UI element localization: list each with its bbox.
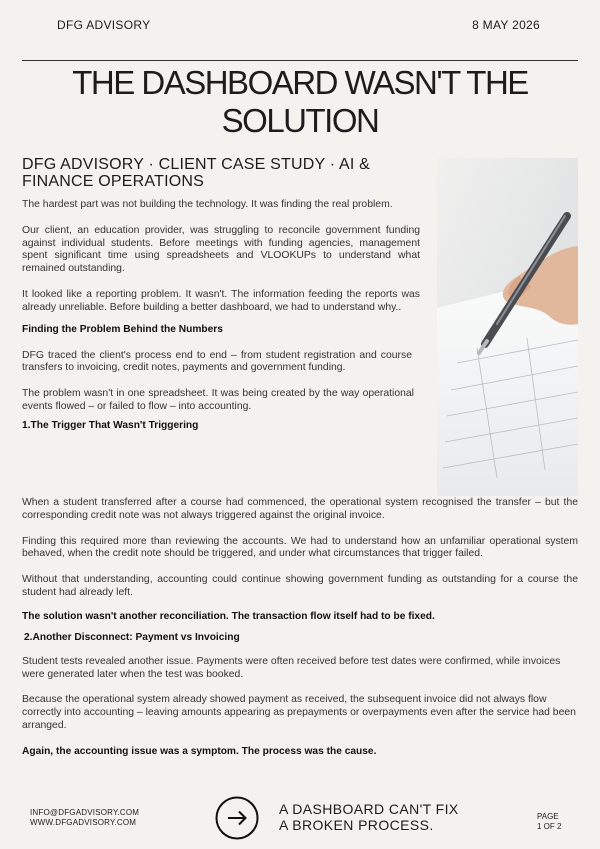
section-heading-trigger: 1.The Trigger That Wasn't Triggering [22, 419, 199, 431]
because-paragraph: Because the operational system already showed payment as received, the subsequent invoice did not always flow correctly into accounting – leaving amounts appearing as prepayments or overpayments even after the service had been arranged. [22, 694, 576, 731]
page-label: PAGE [537, 812, 559, 821]
header-org: DFG ADVISORY [57, 18, 151, 32]
pen-writing-photo [437, 158, 578, 496]
solution-statement: The solution wasn't another reconciliation. The transaction flow itself had to be fixed. [22, 610, 435, 622]
intro-paragraph-1: The hardest part was not building the technology. It was finding the real problem. [22, 199, 393, 210]
intro-paragraph-2: Our client, an education provider, was struggling to reconcile government funding against individual students. Before meetings with funding agencies, management spent significant time using spreadsheets and VLOOKUPs to understand what remained outstanding. [22, 224, 420, 275]
footer-tagline-line-2: A BROKEN PROCESS. [279, 817, 434, 833]
footer-email[interactable]: INFO@DFGADVISORY.COM [30, 808, 140, 817]
footer-website[interactable]: WWW.DFGADVISORY.COM [30, 818, 137, 827]
intro-paragraph-3: It looked like a reporting problem. It wasn't. The information feeding the reports was already unreliable. Before building a better dashboard, we had to understand why.. [22, 288, 420, 313]
trace-paragraph: DFG traced the client's process end to end – from student registration and course transfers to invoicing, credit notes, payments and government funding. [22, 349, 412, 374]
header-rule [22, 60, 578, 61]
transfer-paragraph: When a student transferred after a course had commenced, the operational system recognised the transfer – but the corresponding credit note was not always triggered against the original invoice. [22, 497, 578, 521]
without-paragraph: Without that understanding, accounting could continue showing government funding as outstanding for a course the student had already left. [22, 574, 578, 598]
conclusion-statement: Again, the accounting issue was a symptom. The process was the cause. [22, 745, 377, 757]
page-title: THE DASHBOARD WASN'T THE SOLUTION [72, 64, 528, 139]
section-heading-payment: 2.Another Disconnect: Payment vs Invoicing [24, 631, 240, 643]
section-heading-problem: Finding the Problem Behind the Numbers [22, 323, 223, 335]
header-date: 8 MAY 2026 [472, 18, 540, 32]
page-number: 1 OF 2 [537, 822, 562, 831]
problem-paragraph: The problem wasn't in one spreadsheet. It was being created by the way operational events flowed – or failed to flow – into accounting. [22, 388, 414, 412]
arrow-right-circle-icon [215, 796, 259, 840]
page-subtitle: DFG ADVISORY · CLIENT CASE STUDY · AI & FINANCE OPERATIONS [22, 156, 371, 190]
footer-tagline-line-1: A DASHBOARD CAN'T FIX [279, 801, 459, 817]
finding-paragraph: Finding this required more than reviewing the accounts. We had to understand how an unfamiliar operational system behaved, when the credit note should be triggered, and under what circumstances that trigger failed. [22, 535, 578, 560]
tests-paragraph: Student tests revealed another issue. Payments were often received before test dates were confirmed, while invoices were generated later when the test was booked. [22, 655, 561, 680]
